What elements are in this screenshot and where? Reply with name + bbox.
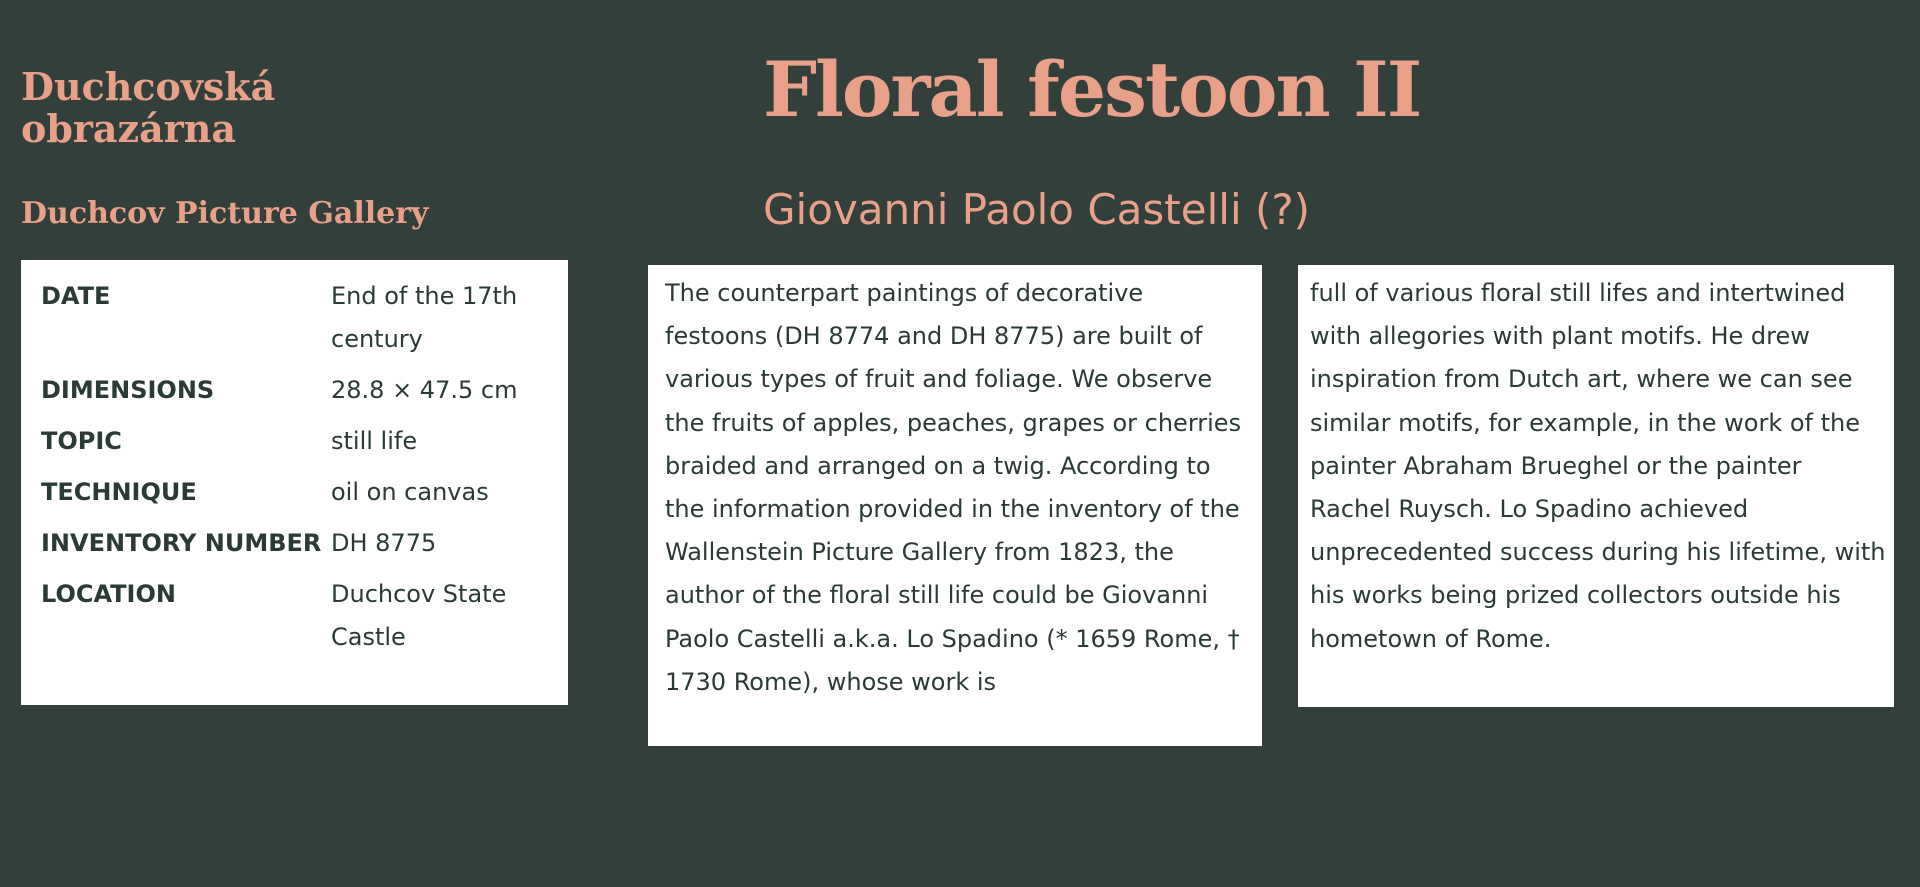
detail-row-technique: [41, 471, 548, 514]
description-panel-2: [1298, 265, 1894, 707]
detail-value: still life: [331, 427, 418, 455]
detail-value: oil on canvas: [331, 478, 489, 506]
detail-row-inventory-number: [41, 522, 548, 565]
detail-row-date: [41, 275, 548, 361]
detail-label: DATE: [41, 282, 111, 310]
detail-label: TECHNIQUE: [41, 478, 197, 506]
detail-label: LOCATION: [41, 580, 176, 608]
detail-label: TOPIC: [41, 427, 122, 455]
gallery-name: Duchcovská obrazárna: [21, 64, 276, 151]
gallery-name-english: Duchcov Picture Gallery: [21, 196, 429, 231]
artwork-title: Floral festoon II: [763, 45, 1421, 134]
detail-value: Duchcov State Castle: [331, 580, 507, 651]
detail-label: INVENTORY NUMBER: [41, 529, 322, 557]
detail-row-topic: [41, 420, 548, 463]
detail-value: End of the 17th century: [331, 282, 518, 353]
artist-name: Giovanni Paolo Castelli (?): [763, 185, 1311, 234]
artwork-details-panel: [21, 260, 568, 705]
detail-value: DH 8775: [331, 529, 437, 557]
description-text-part-2: full of various floral still lifes and intertwined with allegories with plant motifs. He drew inspiration from Dutch art, where we can see similar motifs, for example, in the work of the painter Abraham Brueghel or the painter Rachel Ruysch. Lo Spadino achieved unprecedented success during his lifetime, with his works being prized collectors outside his hometown of Rome.: [1310, 279, 1886, 653]
detail-value: 28.8 × 47.5 cm: [331, 376, 518, 404]
detail-row-location: [41, 573, 548, 659]
detail-label: DIMENSIONS: [41, 376, 215, 404]
description-panel-1: [648, 265, 1262, 746]
description-text-part-1: The counterpart paintings of decorative festoons (DH 8774 and DH 8775) are built of various types of fruit and foliage. We observe the fruits of apples, peaches, grapes or cherries braided and arranged on a twig. According to the information provided in the inventory of the Wallenstein Picture Gallery from 1823, the author of the floral still life could be Giovanni Paolo Castelli a.k.a. Lo Spadino (* 1659 Rome, † 1730 Rome), whose work is: [665, 279, 1242, 696]
detail-row-dimensions: [41, 369, 548, 412]
